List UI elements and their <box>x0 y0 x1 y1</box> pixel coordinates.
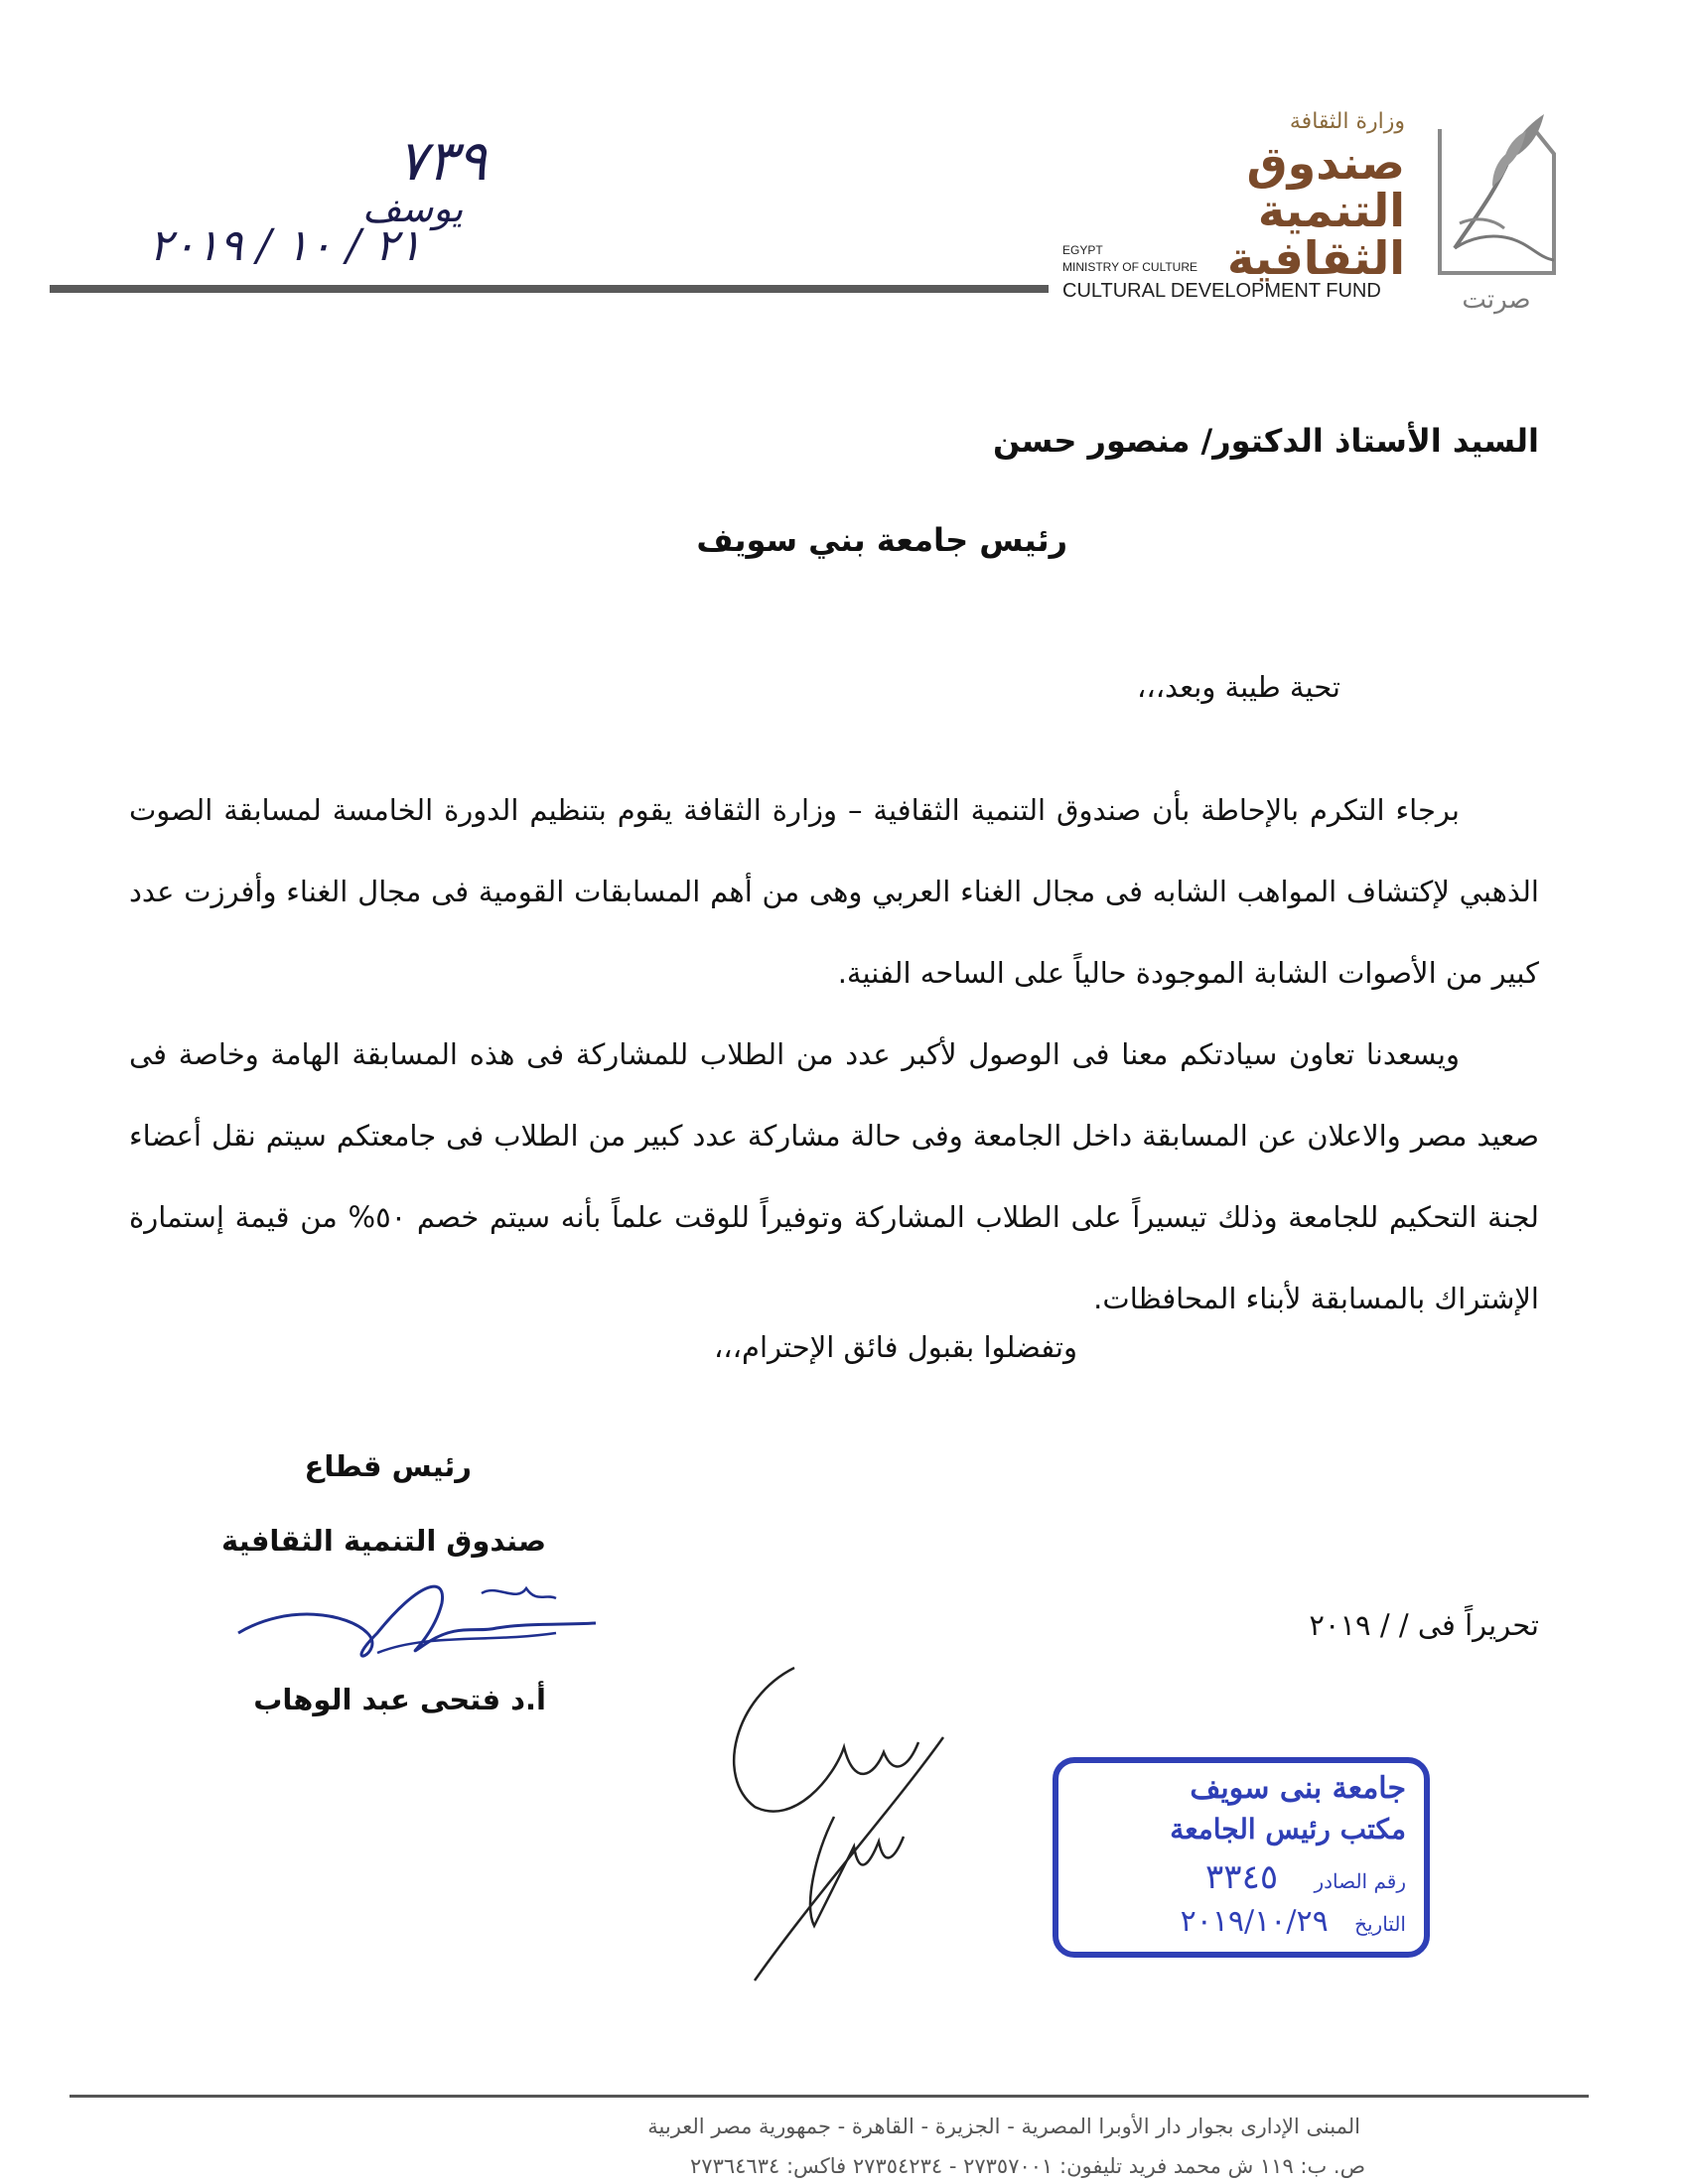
signature-icon <box>228 1564 606 1683</box>
handwritten-date: ٢١ / ١٠ / ٢٠١٩ <box>149 220 422 271</box>
letterhead-logo <box>1062 99 1579 318</box>
hand-quill-emblem-icon <box>1415 99 1579 318</box>
fund-name-ar-line: الثقافية <box>1227 231 1405 285</box>
addressee-title: رئيس جامعة بني سويف <box>696 521 1067 559</box>
footer-address: المبنى الإدارى بجوار دار الأوبرا المصرية - الجزيرة - القاهرة - جمهورية مصر العربية <box>647 2115 1360 2138</box>
stamp-date <box>1181 1904 1406 1939</box>
addressee: السيد الأستاذ الدكتور/ منصور حسن <box>992 422 1539 460</box>
handwritten-number: ٧٣٩ <box>397 129 488 194</box>
stamp-ref-value: ٣٣٤٥ <box>1205 1857 1279 1897</box>
stamp-date-label: التاريخ <box>1354 1912 1406 1936</box>
stamp-university: جامعة بنى سويف <box>1190 1771 1406 1806</box>
letter-body <box>129 769 1539 1339</box>
handwritten-annotation-icon <box>695 1658 1043 1985</box>
country-label: EGYPT <box>1062 243 1103 257</box>
stamp-ref <box>1205 1857 1406 1897</box>
incoming-stamp <box>1053 1757 1430 1958</box>
emblem-caption: صرتت <box>1462 285 1531 315</box>
stamp-date-value: ٢٠١٩/١٠/٢٩ <box>1180 1904 1329 1939</box>
signatory-name: أ.د فتحى عبد الوهاب <box>253 1683 546 1716</box>
footer-contact: ص. ب: ١١٩ ش محمد فريد تليفون: ٢٧٣٥٧٠٠١ - ٢٧٣٥٤٢٣٤ فاكس: ٢٧٣٦٤٦٣٤ <box>690 2154 1365 2178</box>
ministry-name-ar: وزارة الثقافة <box>1289 109 1405 134</box>
handwritten-note <box>149 129 488 278</box>
body-paragraph: ويسعدنا تعاون سيادتكم معنا فى الوصول لأكبر عدد من الطلاب للمشاركة فى هذه المسابقة الهامة وخاصة فى صعيد مصر والاعلان عن المسابقة داخل الجامعة وفى حالة مشاركة عدد كبير من الطلاب فى جامعتكم سيتم نقل أعضاء لجنة التحكيم للجامعة وذلك تيسيراً على الطلاب المشاركة وتوفيراً للوقت علماً بأنه سيتم خصم ٥٠% من قيمة إستمارة الإشتراك بالمسابقة لأبناء المحافظات. <box>129 1037 1540 1315</box>
signatory-title: رئيس قطاع <box>304 1449 472 1483</box>
fund-name-ar <box>1206 136 1405 285</box>
stamp-ref-label: رقم الصادر <box>1314 1869 1406 1893</box>
greeting: تحية طيبة وبعد،،، <box>1136 670 1340 704</box>
footer-rule <box>70 2095 1589 2098</box>
fund-label: CULTURAL DEVELOPMENT FUND <box>1062 280 1381 302</box>
stamp-office: مكتب رئيس الجامعة <box>1170 1813 1406 1845</box>
signatory-organization: صندوق التنمية الثقافية <box>221 1524 546 1558</box>
ministry-label: MINISTRY OF CULTURE <box>1062 260 1198 274</box>
body-paragraph: برجاء التكرم بالإحاطة بأن صندوق التنمية الثقافية – وزارة الثقافة يقوم بتنظيم الدورة الخامسة لمسابقة الصوت الذهبي لإكتشاف المواهب الشابه فى مجال الغناء العربي وهى من أهم المسابقات القومية فى مجال الغناء وأفرزت عدد كبير من الأصوات الشابة الموجودة حالياً على الساحه الفنية. <box>129 793 1539 990</box>
closing: وتفضلوا بقبول فائق الإحترام،،، <box>713 1330 1077 1364</box>
fund-name-ar-line: صندوق <box>1246 136 1405 190</box>
fund-name-ar-line: التنمية <box>1257 184 1405 237</box>
header-rule <box>50 285 1049 293</box>
handwritten-word: يوسف <box>362 187 464 230</box>
date-line: تحريراً فى / / ٢٠١٩ <box>1309 1608 1539 1642</box>
